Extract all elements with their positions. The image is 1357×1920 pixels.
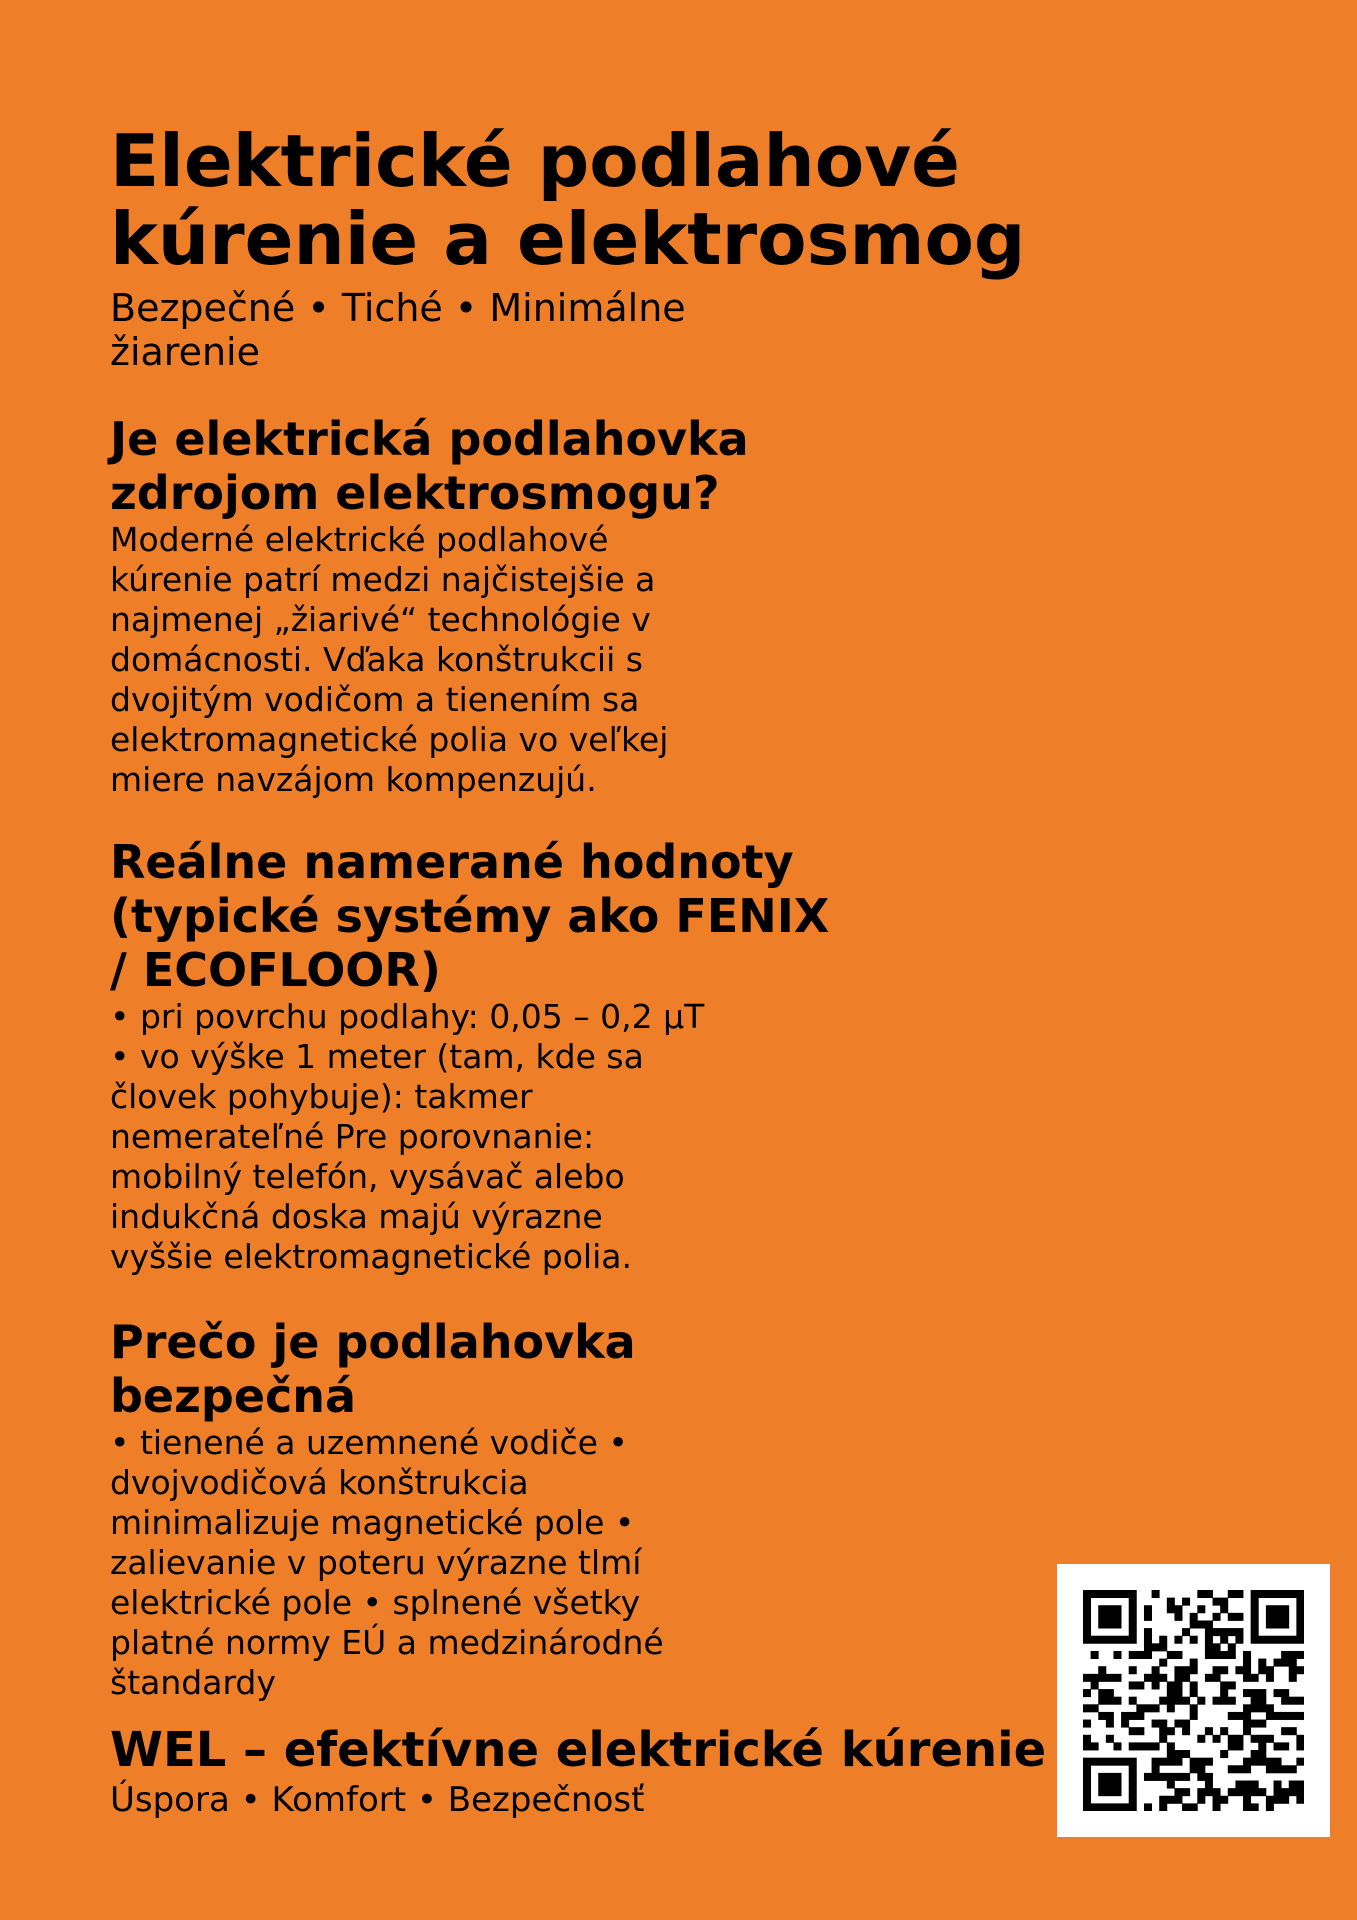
section-body: • pri povrchu podlahy: 0,05 – 0,2 µT • vo výške 1 meter (tam, kde sa človek pohybuje): takmer nemerateľné Pre porovnanie: mobilný telefón, vysávač alebo indukčná doska majú výrazne vyššie elektromagnetické polia. (110, 997, 705, 1276)
section-heading: Reálne namerané hodnoty (typické systémy ako FENIX / ECOFLOOR) (110, 835, 830, 997)
footer-title: WEL – efektívne elektrické kúrenie (110, 1722, 1047, 1778)
title-line-1: Elektrické podlahové (110, 119, 961, 203)
title-line-2: kúrenie a elektrosmog (110, 197, 1026, 281)
section-heading: Prečo je podlahovka bezpečná (110, 1315, 636, 1423)
qr-code[interactable] (1057, 1564, 1330, 1837)
qr-code-icon (1083, 1590, 1304, 1811)
section-measured-values (110, 835, 860, 1277)
subtitle: Bezpečné • Tiché • Minimálne žiarenie (110, 286, 686, 374)
section-heading: Je elektrická podlahovka zdrojom elektrosmogu? (110, 412, 749, 520)
footer-tagline: Úspora • Komfort • Bezpečnosť (110, 1780, 645, 1820)
section-why-safe (110, 1315, 810, 1703)
section-body: Moderné elektrické podlahové kúrenie patrí medzi najčistejšie a najmenej „žiarivé“ technológie v domácnosti. Vďaka konštrukcii s dvojitým vodičom a tienením sa elektromagnetické polia vo veľkej miere navzájom kompenzujú. (110, 520, 669, 799)
section-body: • tienené a uzemnené vodiče • dvojvodičová konštrukcia minimalizuje magnetické pole • zalievanie v poteru výrazne tlmí elektrické pole • splnené všetky platné normy EÚ a medzinárodné štandardy (110, 1423, 664, 1702)
page-title (110, 119, 1026, 281)
section-elektrosmog-question (110, 412, 830, 800)
